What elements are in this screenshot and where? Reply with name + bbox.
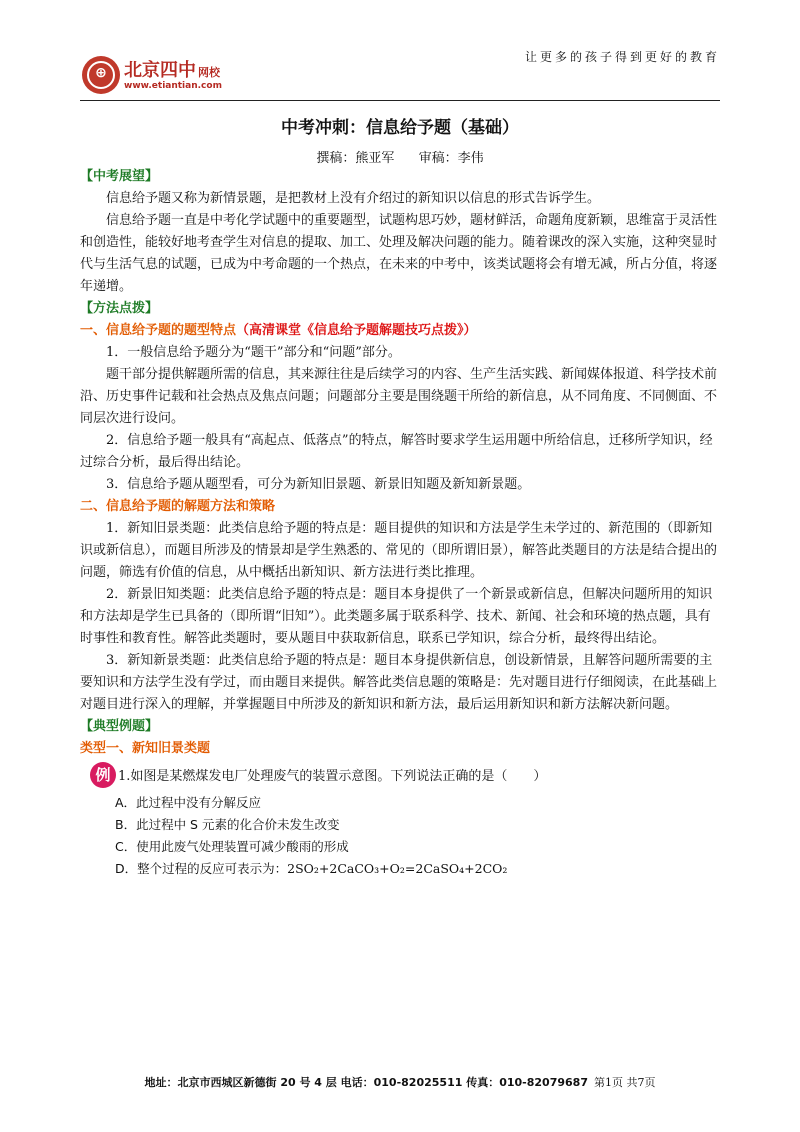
type1-heading: 类型一、新知旧景类题 — [80, 741, 211, 756]
part2-paragraph: 1．新知旧景类题：此类信息给予题的特点是：题目提供的知识和方法是学生未学过的、新范围的（即新知识或新信息），而题目所涉及的情景却是学生熟悉的、常见的（即所谓旧景），解答此类题目的方法是结合提出的问题，筛选有价值的信息，从中概括出新知识、新方法进行类比推理。 — [80, 521, 718, 580]
part1-heading: 一、信息给予题的题型特点（高清课堂《信息给予题解题技巧点拨》） — [80, 323, 477, 338]
part1-paragraph: 3．信息给予题从题型看，可分为新知旧景题、新景旧知题及新知新景题。 — [106, 477, 531, 492]
option-b: B．此过程中 S 元素的化合价未发生改变 — [115, 817, 340, 832]
example-question — [80, 764, 720, 792]
header-slogan: 让更多的孩子得到更好的教育 — [524, 50, 720, 64]
question-text: 1.如图是某燃煤发电厂处理废气的装置示意图。下列说法正确的是（ ） — [118, 769, 547, 784]
examples-heading: 【典型例题】 — [80, 719, 159, 734]
part2-paragraph: 2．新景旧知类题：此类信息给予题的特点是：题目本身提供了一个新景或新信息，但解决问题所用的知识和方法却是学生已具备的（即所谓“旧知”）。此类题多属于联系科学、技术、新闻、社会和环境的热点题，具有时事性和教育性。解答此类题时，要从题目中获取新信息，联系已学知识，综合分析，最终得出结论。 — [80, 587, 713, 646]
document-title: 中考冲刺：信息给予题（基础） — [281, 118, 519, 138]
authors-line — [0, 147, 800, 166]
footer-address: 地址：北京市西城区新德街 20 号 4 层 电话：010-82025511 传真：010-82079687 — [144, 1076, 588, 1089]
school-logo — [82, 56, 242, 100]
outlook-paragraph: 信息给予题又称为新情景题，是把教材上没有介绍过的新知识以信息的形式告诉学生。 — [106, 191, 601, 206]
page-number: 第1页 共7页 — [593, 1076, 656, 1089]
option-a: A．此过程中没有分解反应 — [115, 795, 262, 810]
example-badge-icon: 例 — [90, 762, 116, 788]
part1-paragraph: 题干部分提供解题所需的信息，其来源往往是后续学习的内容、生产生活实践、新闻媒体报道、科学技术前沿、历史事件记载和社会热点及焦点问题；问题部分主要是围绕题干所给的新信息，从不同角度、不同侧面、不同层次进行设问。 — [80, 367, 718, 426]
option-c: C．使用此废气处理装置可减少酸雨的形成 — [115, 839, 349, 854]
part2-heading: 二、信息给予题的解题方法和策略 — [80, 499, 276, 514]
option-d: D．整个过程的反应可表示为：2SO₂+2CaCO₃+O₂=2CaSO₄+2CO₂ — [115, 861, 508, 876]
logo-name: 北京四中 网校 — [124, 60, 220, 81]
reaction-equation: 2SO₂+2CaCO₃+O₂=2CaSO₄+2CO₂ — [287, 861, 508, 876]
header-divider — [80, 100, 720, 101]
method-heading: 【方法点拨】 — [80, 301, 159, 316]
logo-emblem-icon: ⊕ — [82, 56, 120, 94]
part1-paragraph: 1．一般信息给予题分为“题干”部分和“问题”部分。 — [106, 345, 401, 360]
page-header — [80, 40, 720, 102]
part1-video-link[interactable]: （高清课堂《信息给予题解题技巧点拨》） — [236, 323, 477, 338]
part2-paragraph: 3．新知新景类题：此类信息给予题的特点是：题目本身提供新信息，创设新情景，且解答问题所需要的主要知识和方法学生没有学过，而由题目来提供。解答此类信息题的策略是：先对题目进行仔细阅读，在此基础上对题目进行深入的理解，并掌握题目中所涉及的新知识和新方法，最后运用新知识和新方法解决新问题。 — [80, 653, 718, 712]
document-body — [80, 166, 720, 880]
outlook-paragraph: 信息给予题一直是中考化学试题中的重要题型，试题构思巧妙，题材鲜活，命题角度新颖，思维富于灵活性和创造性，能较好地考查学生对信息的提取、加工、处理及解决问题的能力。随着课改的深入实施，这种突显时代与生活气息的试题，已成为中考命题的一个热点，在未来的中考中，该类试题将会有增无减，所占分值，将逐年递增。 — [80, 213, 718, 294]
writer-credit: 撰稿：熊亚军 — [316, 151, 395, 166]
logo-net: 网校 — [198, 66, 220, 79]
logo-url: www.etiantian.com — [124, 81, 222, 91]
reviewer-credit: 审稿：李伟 — [418, 151, 484, 166]
outlook-heading: 【中考展望】 — [80, 169, 159, 184]
part1-paragraph: 2．信息给予题一般具有“高起点、低落点”的特点，解答时要求学生运用题中所给信息，迁移所学知识，经过综合分析，最后得出结论。 — [80, 433, 713, 470]
page-footer — [0, 1074, 800, 1090]
